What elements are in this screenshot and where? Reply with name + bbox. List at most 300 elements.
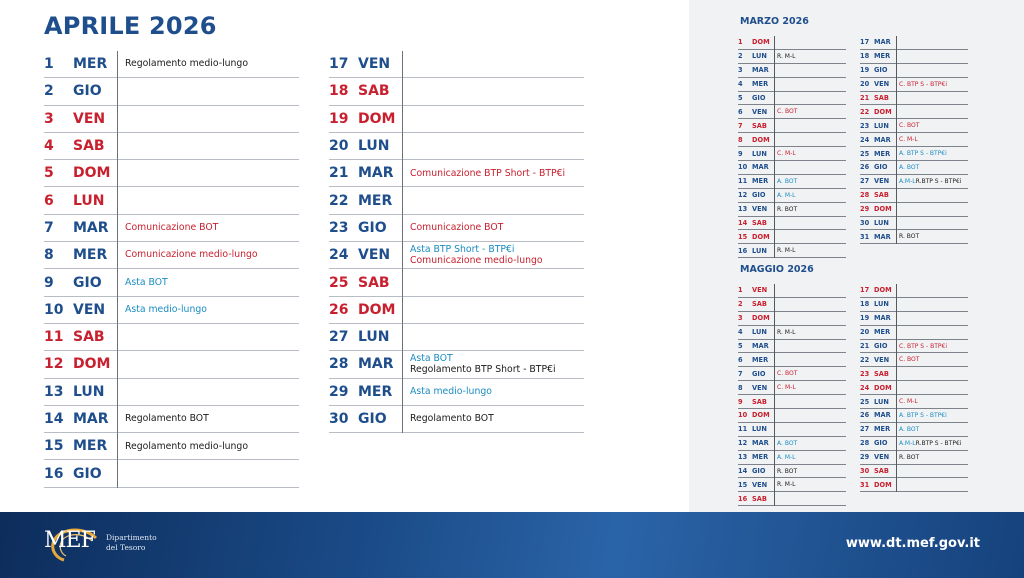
day-row	[329, 351, 584, 378]
mini-event-cell	[777, 312, 846, 325]
mini-day-of-week: DOM	[874, 480, 892, 489]
mini-day-number: 1	[738, 286, 743, 295]
event-text: Regolamento BOT	[410, 413, 494, 425]
mini-event-text: C. BOT	[777, 108, 798, 116]
mini-row-separator	[896, 161, 897, 175]
mini-day-row	[738, 92, 846, 106]
day-row	[44, 324, 299, 351]
row-separator	[402, 215, 403, 242]
row-separator	[402, 242, 403, 269]
event-cell	[410, 406, 584, 432]
day-number: 16	[44, 465, 64, 482]
mini-row-separator	[896, 175, 897, 189]
mini-row-separator	[896, 64, 897, 78]
mini-day-row	[738, 326, 846, 340]
mini-event-cell	[777, 64, 846, 77]
mini-day-row	[860, 175, 968, 189]
mini-event-cell	[777, 492, 846, 505]
mini-day-row	[738, 409, 846, 423]
mini-row-separator	[774, 161, 775, 175]
mini-row-separator	[896, 437, 897, 451]
mini-event-cell	[777, 478, 846, 491]
mini-event-cell	[777, 437, 846, 450]
mini-day-of-week: MER	[752, 355, 769, 364]
page-title: APRILE 2026	[44, 12, 217, 40]
mini-row-separator	[774, 78, 775, 92]
mini-event-cell	[777, 147, 846, 160]
mini-row-separator	[774, 353, 775, 367]
mini-day-number: 21	[860, 94, 870, 102]
mini-day-of-week: VEN	[874, 80, 890, 89]
mini-day-of-week: VEN	[752, 480, 768, 489]
mini-day-number: 4	[738, 80, 743, 89]
day-of-week: LUN	[358, 329, 390, 346]
mini-day-row	[860, 203, 968, 217]
mini-row-separator	[896, 92, 897, 106]
mini-event-cell	[899, 465, 968, 478]
mini-day-number: 8	[738, 383, 743, 392]
mini-day-number: 13	[738, 453, 748, 462]
day-of-week: MER	[73, 56, 108, 73]
mini-day-of-week: VEN	[752, 107, 768, 116]
mini-event-cell	[899, 367, 968, 380]
maggio-column-right	[860, 284, 968, 492]
event-cell	[125, 351, 299, 377]
row-separator	[402, 351, 403, 378]
maggio-title: MAGGIO 2026	[740, 264, 814, 275]
mini-row-separator	[896, 189, 897, 203]
day-of-week: LUN	[358, 138, 390, 155]
mini-day-number: 28	[860, 439, 870, 448]
mini-row-separator	[896, 340, 897, 354]
event-cell	[410, 187, 584, 213]
mini-day-number: 14	[738, 219, 748, 228]
mini-event-cell	[777, 217, 846, 230]
mini-event-cell	[777, 203, 846, 216]
day-number: 8	[44, 247, 54, 264]
day-of-week: VEN	[358, 56, 391, 73]
mini-day-number: 30	[860, 219, 870, 228]
mini-day-of-week: MAR	[874, 314, 891, 323]
mini-day-number: 12	[738, 191, 748, 200]
row-separator	[117, 106, 118, 133]
mini-event-cell	[899, 203, 968, 216]
mini-event-text: R. M-L	[777, 247, 796, 255]
mini-event-text: R. BOT	[899, 453, 920, 461]
row-separator	[117, 379, 118, 406]
mini-event-cell	[899, 423, 968, 436]
mini-row-separator	[896, 478, 897, 492]
mini-day-of-week: GIO	[874, 439, 888, 448]
mini-day-of-week: MAR	[874, 411, 891, 420]
mini-day-of-week: GIO	[874, 163, 888, 172]
row-separator	[117, 351, 118, 378]
mini-row-separator	[774, 189, 775, 203]
mini-day-row	[738, 284, 846, 298]
mini-day-number: 18	[860, 52, 870, 61]
day-row	[44, 351, 299, 378]
day-row	[44, 106, 299, 133]
mini-day-row	[860, 451, 968, 465]
mini-day-row	[738, 189, 846, 203]
day-of-week: VEN	[73, 301, 106, 318]
mini-day-number: 18	[860, 300, 870, 309]
event-cell	[410, 160, 584, 186]
day-of-week: DOM	[73, 356, 111, 373]
mini-day-number: 10	[738, 411, 748, 420]
day-row	[329, 78, 584, 105]
day-of-week: SAB	[358, 83, 390, 100]
mini-event-text: A. BOT	[777, 439, 798, 447]
mini-day-number: 26	[860, 163, 870, 172]
mini-row-separator	[774, 478, 775, 492]
mini-event-cell	[899, 409, 968, 422]
day-number: 29	[329, 383, 349, 400]
mini-row-separator	[896, 312, 897, 326]
day-of-week: DOM	[358, 301, 396, 318]
mini-event-cell	[777, 105, 846, 118]
mini-day-row	[738, 64, 846, 78]
mini-event-cell	[899, 451, 968, 464]
day-row	[44, 297, 299, 324]
mini-event-text: R. M-L	[777, 481, 796, 489]
mini-event-cell	[899, 340, 968, 353]
day-number: 23	[329, 219, 349, 236]
row-separator	[402, 160, 403, 187]
day-of-week: MER	[73, 438, 108, 455]
event-text: Asta medio-lungo	[410, 385, 492, 397]
mini-day-number: 29	[860, 205, 870, 214]
event-text: Asta BOT	[125, 276, 168, 288]
mini-day-of-week: GIO	[752, 94, 766, 102]
event-cell	[125, 297, 299, 323]
day-row	[329, 160, 584, 187]
mini-day-number: 22	[860, 355, 870, 364]
mini-event-cell	[777, 78, 846, 91]
mini-row-separator	[774, 50, 775, 64]
mini-event-text: R.BTP S - BTP€i	[915, 439, 962, 447]
day-of-week: SAB	[358, 274, 390, 291]
row-separator	[117, 187, 118, 214]
mini-row-separator	[896, 217, 897, 231]
mini-day-number: 16	[738, 246, 748, 255]
day-row	[44, 187, 299, 214]
mini-event-cell	[899, 50, 968, 63]
mini-event-cell	[777, 326, 846, 339]
mini-day-row	[860, 189, 968, 203]
mini-row-separator	[774, 437, 775, 451]
day-number: 2	[44, 83, 54, 100]
mini-day-number: 31	[860, 480, 870, 489]
day-number: 12	[44, 356, 64, 373]
mini-event-cell	[899, 298, 968, 311]
mini-day-row	[738, 161, 846, 175]
mini-day-row	[738, 437, 846, 451]
day-number: 6	[44, 192, 54, 209]
footer-bar	[0, 512, 1024, 578]
mini-day-of-week: SAB	[752, 397, 767, 406]
row-separator	[402, 51, 403, 78]
mini-event-text: C. M-L	[777, 384, 796, 392]
mini-event-cell	[777, 230, 846, 243]
event-text: Asta medio-lungo	[125, 304, 207, 316]
day-row	[329, 297, 584, 324]
mef-logo-text: MEF	[44, 528, 95, 553]
mini-event-cell	[777, 119, 846, 132]
day-number: 18	[329, 83, 349, 100]
mini-event-cell	[777, 189, 846, 202]
day-number: 21	[329, 165, 349, 182]
mini-day-row	[860, 64, 968, 78]
day-number: 10	[44, 301, 64, 318]
mini-row-separator	[774, 92, 775, 106]
mini-event-cell	[777, 161, 846, 174]
mini-day-row	[860, 217, 968, 231]
mini-day-number: 17	[860, 38, 870, 47]
mini-row-separator	[774, 175, 775, 189]
mini-event-cell	[899, 105, 968, 118]
mini-day-number: 5	[738, 94, 743, 102]
day-of-week: MAR	[73, 219, 109, 236]
mini-row-separator	[774, 465, 775, 479]
mini-row-separator	[774, 133, 775, 147]
mini-event-cell	[899, 78, 968, 91]
event-cell	[410, 242, 584, 268]
day-row	[44, 242, 299, 269]
day-number: 19	[329, 110, 349, 127]
event-cell	[125, 133, 299, 159]
mini-day-of-week: VEN	[874, 453, 890, 462]
mini-day-of-week: SAB	[752, 121, 767, 130]
mini-event-text: C. BOT	[899, 356, 920, 364]
mini-day-of-week: SAB	[752, 300, 767, 309]
day-row	[44, 51, 299, 78]
mini-event-cell	[777, 50, 846, 63]
mini-event-cell	[777, 395, 846, 408]
mini-event-cell	[777, 423, 846, 436]
mini-event-text: A. BOT	[899, 163, 920, 171]
mini-day-row	[860, 340, 968, 354]
mini-event-text: A. M-L	[777, 191, 796, 199]
mini-event-cell	[777, 298, 846, 311]
mini-event-text: R. BOT	[777, 467, 798, 475]
mini-day-number: 30	[860, 467, 870, 476]
mini-day-row	[738, 133, 846, 147]
day-of-week: DOM	[73, 165, 111, 182]
mini-day-of-week: GIO	[752, 467, 766, 476]
mini-day-row	[738, 465, 846, 479]
mini-row-separator	[896, 326, 897, 340]
mini-day-row	[860, 312, 968, 326]
row-separator	[117, 160, 118, 187]
day-number: 13	[44, 383, 64, 400]
mini-event-cell	[899, 161, 968, 174]
mini-day-number: 11	[738, 425, 748, 434]
mini-event-cell	[899, 326, 968, 339]
mini-row-separator	[774, 409, 775, 423]
mini-day-number: 28	[860, 191, 870, 200]
mini-day-row	[738, 230, 846, 244]
mini-day-number: 12	[738, 439, 748, 448]
website-link[interactable]: www.dt.mef.gov.it	[845, 536, 980, 551]
day-row	[329, 106, 584, 133]
day-of-week: MER	[73, 247, 108, 264]
row-separator	[117, 133, 118, 160]
mini-day-of-week: MAR	[752, 163, 769, 172]
event-cell	[125, 433, 299, 459]
day-number: 3	[44, 110, 54, 127]
day-number: 22	[329, 192, 349, 209]
mini-day-number: 31	[860, 232, 870, 241]
mini-day-number: 6	[738, 355, 743, 364]
mini-day-of-week: VEN	[752, 383, 768, 392]
mini-row-separator	[896, 147, 897, 161]
day-of-week: SAB	[73, 138, 105, 155]
event-cell	[410, 297, 584, 323]
mini-day-row	[860, 409, 968, 423]
mini-row-separator	[896, 133, 897, 147]
day-number: 4	[44, 138, 54, 155]
mini-day-number: 3	[738, 314, 743, 323]
mini-row-separator	[896, 36, 897, 50]
mini-day-row	[738, 147, 846, 161]
mini-day-row	[860, 230, 968, 244]
mini-day-number: 27	[860, 177, 870, 186]
day-of-week: VEN	[358, 247, 391, 264]
mini-day-row	[738, 423, 846, 437]
mini-day-of-week: LUN	[752, 246, 767, 255]
mini-day-of-week: DOM	[874, 286, 892, 295]
mini-row-separator	[774, 284, 775, 298]
event-cell	[125, 215, 299, 241]
mini-row-separator	[774, 312, 775, 326]
row-separator	[117, 406, 118, 433]
mini-event-cell	[899, 437, 968, 450]
event-text: Asta BOT	[410, 352, 453, 364]
row-separator	[402, 269, 403, 296]
row-separator	[117, 269, 118, 296]
day-row	[329, 187, 584, 214]
event-cell	[410, 351, 584, 377]
mini-day-row	[860, 395, 968, 409]
mini-event-cell	[777, 133, 846, 146]
mini-event-text: R. M-L	[777, 52, 796, 60]
mini-event-cell	[899, 64, 968, 77]
day-of-week: MER	[358, 192, 393, 209]
mini-day-of-week: LUN	[874, 300, 889, 309]
mini-event-cell	[899, 175, 968, 188]
mini-day-of-week: GIO	[874, 66, 888, 75]
mini-row-separator	[774, 395, 775, 409]
mini-day-row	[860, 284, 968, 298]
mini-row-separator	[774, 423, 775, 437]
mini-day-number: 5	[738, 342, 743, 350]
maggio-column-left	[738, 284, 846, 506]
row-separator	[117, 297, 118, 324]
mini-event-text: C. BTP S - BTP€i	[899, 342, 947, 350]
day-number: 20	[329, 138, 349, 155]
mini-row-separator	[896, 451, 897, 465]
mini-day-of-week: DOM	[752, 135, 770, 144]
mini-event-cell	[899, 36, 968, 49]
mini-day-number: 2	[738, 52, 743, 61]
mini-day-number: 15	[738, 232, 748, 241]
mini-day-of-week: MAR	[874, 38, 891, 47]
mini-day-row	[860, 78, 968, 92]
mini-day-row	[738, 367, 846, 381]
event-cell	[125, 406, 299, 432]
mini-day-number: 15	[738, 480, 748, 489]
mini-event-cell	[777, 381, 846, 394]
day-row	[329, 379, 584, 406]
row-separator	[117, 78, 118, 105]
mini-day-of-week: DOM	[752, 411, 770, 420]
mini-day-of-week: MER	[874, 328, 891, 337]
day-number: 27	[329, 329, 349, 346]
day-row	[44, 433, 299, 460]
event-text: Comunicazione BTP Short - BTP€i	[410, 167, 566, 179]
mini-day-row	[738, 36, 846, 50]
mini-day-of-week: SAB	[752, 494, 767, 503]
row-separator	[402, 379, 403, 406]
day-row	[329, 215, 584, 242]
mini-day-row	[738, 298, 846, 312]
event-text: Comunicazione medio-lungo	[125, 249, 258, 261]
mini-event-text: A. BOT	[899, 425, 920, 433]
mini-day-of-week: GIO	[752, 369, 766, 378]
day-row	[329, 242, 584, 269]
mini-day-number: 14	[738, 467, 748, 476]
mef-logo	[44, 522, 164, 568]
mini-day-row	[738, 340, 846, 354]
day-row	[329, 269, 584, 296]
mini-event-cell	[777, 175, 846, 188]
mini-day-row	[738, 217, 846, 231]
mini-event-text: A.M-L	[899, 439, 916, 447]
mini-day-of-week: DOM	[874, 205, 892, 214]
mini-day-row	[860, 353, 968, 367]
mini-day-number: 24	[860, 135, 870, 144]
day-number: 25	[329, 274, 349, 291]
mini-row-separator	[774, 298, 775, 312]
mini-event-text: C. BOT	[777, 370, 798, 378]
mini-row-separator	[896, 50, 897, 64]
mini-day-row	[860, 119, 968, 133]
mini-day-number: 9	[738, 397, 743, 406]
mini-row-separator	[774, 203, 775, 217]
mini-event-cell	[777, 92, 846, 105]
mini-day-of-week: DOM	[752, 232, 770, 241]
mini-event-cell	[899, 217, 968, 230]
day-of-week: MAR	[73, 411, 109, 427]
mini-event-text: A. BOT	[777, 177, 798, 185]
mini-row-separator	[774, 230, 775, 244]
mini-event-cell	[899, 284, 968, 297]
mini-row-separator	[896, 78, 897, 92]
event-cell	[410, 106, 584, 132]
mini-day-of-week: MAR	[874, 135, 891, 144]
mini-event-cell	[777, 340, 846, 353]
row-separator	[402, 406, 403, 433]
day-row	[44, 269, 299, 296]
mini-row-separator	[774, 340, 775, 354]
day-row	[44, 406, 299, 433]
mef-logo-subtitle: Dipartimento del Tesoro	[106, 533, 157, 552]
mini-row-separator	[896, 230, 897, 244]
mini-row-separator	[896, 423, 897, 437]
row-separator	[402, 78, 403, 105]
mini-day-row	[860, 36, 968, 50]
